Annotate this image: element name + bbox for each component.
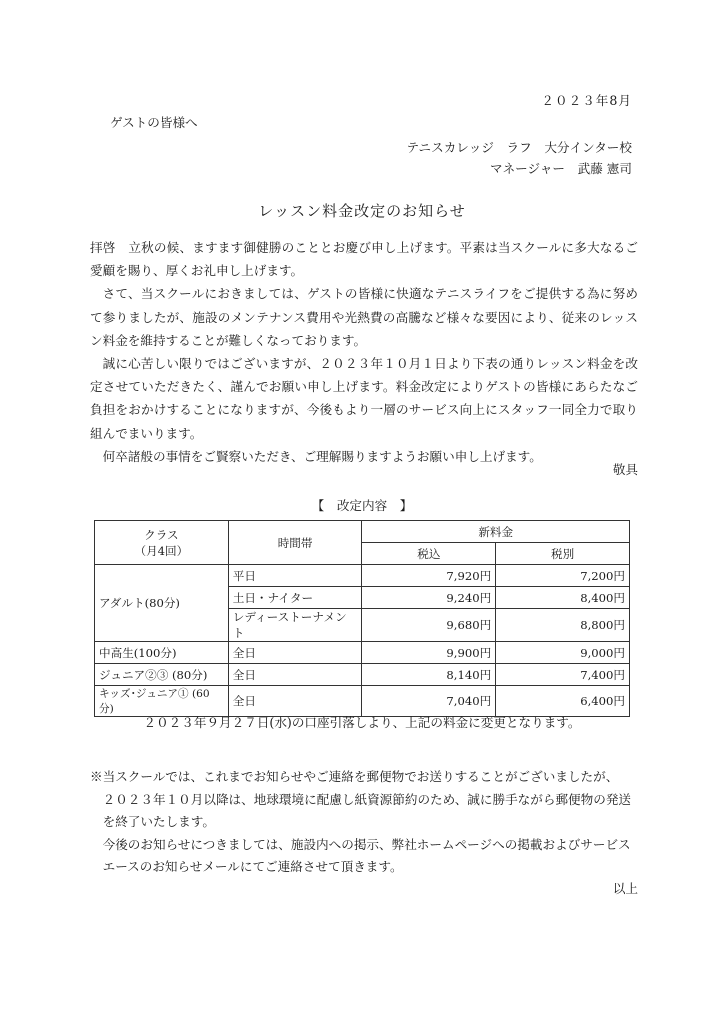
letter-title: レッスン料金改定のお知らせ: [258, 202, 466, 220]
header-class-label: クラス: [144, 527, 179, 542]
tax-included-cell: 9,900円: [362, 642, 496, 664]
table-row: [95, 565, 630, 587]
paragraph-announcement: 誠に心苦しい限りではございますが、２０２３年１０月１日より下表の通りレッスン料金を改定させていただきたく、謹んでお願い申し上げます。料金改定によりゲストの皆様にあらたなご負担をおかけすることになりますが、今後もより一層のサービス向上にスタッフ一同全力で取り組んでまいります。: [90, 356, 638, 441]
time-cell: 全日: [228, 664, 362, 686]
header-class: [95, 521, 229, 565]
letter-body: [90, 236, 638, 468]
footer-line: ２０２３年１０月以降は、地球環境に配慮し紙資源節約のため、誠に勝手ながら郵便物の発送: [102, 791, 632, 807]
fee-table: [94, 520, 630, 717]
tax-included-cell: 7,920円: [362, 565, 496, 587]
time-cell: レディーストーナメント: [228, 609, 362, 642]
closing-ijo: 以上: [612, 881, 638, 896]
tax-included-cell: 7,040円: [362, 686, 496, 717]
paragraph-background: さて、当スクールにおきましては、ゲストの皆様に快適なテニスライフをご提供する為に努めて参りましたが、施設のメンテナンス費用や光熱費の高騰など様々な要因により、従来のレッスン料金を維持することが難しくなっております。: [90, 286, 638, 348]
class-cell: ジュニア②③ (80分): [95, 664, 229, 686]
time-cell: 全日: [228, 642, 362, 664]
time-cell: 全日: [228, 686, 362, 717]
paragraph-greeting: 拝啓 立秋の候、ますます御健勝のこととお慶び申し上げます。平素は当スクールに多大なるご愛顧を賜り、厚くお礼申し上げます。: [90, 240, 638, 279]
change-note: ２０２３年９月２７日(水)の口座引落しより、上記の料金に変更となります。: [143, 715, 581, 730]
closing-keigu: 敬具: [612, 462, 638, 477]
tax-included-cell: 9,680円: [362, 609, 496, 642]
header-new-fee: 新料金: [362, 521, 630, 543]
footer-line: 今後のお知らせにつきましては、施設内への掲示、弊社ホームページへの掲載およびサービス: [102, 836, 631, 852]
header-time: 時間帯: [228, 521, 362, 565]
tax-included-cell: 8,140円: [362, 664, 496, 686]
sender-person: マネージャー 武藤 憲司: [489, 161, 632, 176]
time-cell: 土日・ナイター: [228, 587, 362, 609]
header-tax-excluded: 税別: [496, 543, 630, 565]
time-cell: 平日: [228, 565, 362, 587]
tax-excluded-cell: 7,400円: [496, 664, 630, 686]
table-row: [95, 642, 630, 664]
tax-excluded-cell: 7,200円: [496, 565, 630, 587]
addressee: ゲストの皆様へ: [110, 115, 198, 130]
letter-date: ２０２３年8月: [541, 93, 632, 108]
table-header-row: [95, 521, 630, 543]
tax-excluded-cell: 8,400円: [496, 587, 630, 609]
sender-organization: テニスカレッジ ラフ 大分インター校: [406, 140, 632, 155]
footer-notice: [90, 766, 638, 879]
table-row: [95, 664, 630, 686]
footer-line: を終了いたします。: [102, 814, 215, 830]
footer-line: ※当スクールでは、これまでお知らせやご連絡を郵便物でお送りすることがございましたが、: [90, 769, 619, 784]
class-cell: アダルト(80分): [95, 565, 229, 642]
footer-line: エースのお知らせメールにてご連絡させて頂きます。: [102, 859, 403, 875]
class-cell: キッズ･ジュニア① (60分): [95, 686, 229, 717]
header-tax-included: 税込: [362, 543, 496, 565]
tax-excluded-cell: 9,000円: [496, 642, 630, 664]
class-cell: 中高生(100分): [95, 642, 229, 664]
tax-included-cell: 9,240円: [362, 587, 496, 609]
paragraph-request: 何卒諸般の事情をご賢察いただき、ご理解賜りますようお願い申し上げます。: [102, 448, 542, 464]
tax-excluded-cell: 8,800円: [496, 609, 630, 642]
tax-excluded-cell: 6,400円: [496, 686, 630, 717]
section-title: 【 改定内容 】: [311, 498, 413, 513]
header-class-sub: （月4回）: [134, 543, 189, 558]
